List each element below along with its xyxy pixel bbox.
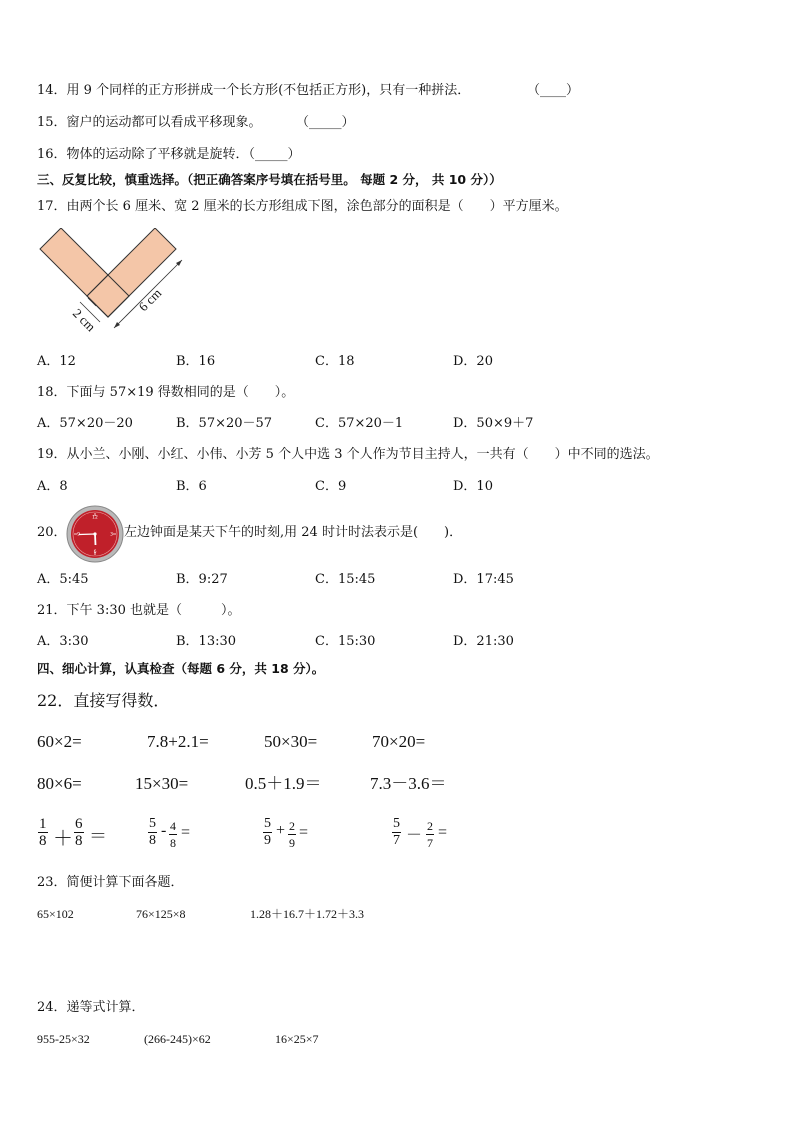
numerator: 6 [75, 816, 83, 832]
question-17-text: 17．由两个长 6 厘米、宽 2 厘米的长方形组成下图，涂色部分的面积是（ ）平方厘米。 [37, 199, 568, 214]
q18-option-b[interactable]: B．57×20－57 [176, 416, 273, 431]
numerator: 2 [427, 819, 433, 833]
q24-item-3: 16×25×7 [275, 1032, 319, 1046]
fraction-1b [74, 816, 84, 849]
q19-option-d[interactable]: D．10 [453, 479, 493, 494]
denominator: 8 [75, 833, 83, 849]
fraction-3b [288, 818, 296, 851]
section-4-heading: 四、细心计算，认真检查（每题 6 分，共 18 分）。 [37, 661, 325, 676]
svg-text:3: 3 [110, 532, 113, 538]
question-23-title: 23．简便计算下面各题． [37, 875, 184, 890]
question-14 [37, 82, 470, 100]
fraction-4a [392, 816, 401, 849]
question-20-number: 20． [37, 525, 67, 540]
fraction-4b [426, 818, 434, 851]
calc-2-1: 80×6= [37, 774, 82, 793]
question-15-answer-bracket[interactable]: （_____） [296, 115, 355, 130]
question-14-text: 14．用 9 个同样的正方形拼成一个长方形(不包括正方形)，只有一种拼法． [37, 83, 471, 98]
equals-sign: = [181, 824, 191, 841]
q21-option-c[interactable]: C．15:30 [315, 634, 376, 649]
denominator: 9 [264, 833, 271, 848]
calc-1-1: 60×2= [37, 732, 82, 751]
numerator: 1 [39, 816, 47, 832]
q20-option-c[interactable]: C．15:45 [315, 572, 376, 587]
q19-option-b[interactable]: B．6 [176, 479, 207, 494]
q17-option-a[interactable]: A．12 [37, 354, 76, 369]
denominator: 7 [427, 836, 433, 850]
calc-2-2: 15×30= [135, 774, 189, 793]
svg-text:9: 9 [77, 532, 80, 538]
calc-1-2: 7.8+2.1= [147, 732, 209, 751]
question-16-text: 16．物体的运动除了平移就是旋转．（_____） [37, 147, 301, 162]
q23-item-1: 65×102 [37, 907, 74, 921]
q21-option-b[interactable]: B．13:30 [176, 634, 237, 649]
q23-item-2: 76×125×8 [136, 907, 186, 921]
operator: - [161, 822, 167, 839]
numerator: 2 [289, 819, 295, 833]
calc-2-3: 0.5＋1.9＝ [245, 774, 322, 793]
label-2cm: 2 cm [69, 305, 99, 335]
denominator: 7 [393, 833, 400, 848]
question-24-title: 24．递等式计算． [37, 1000, 145, 1015]
q18-option-d[interactable]: D．50×9＋7 [453, 416, 534, 431]
q21-option-a[interactable]: A．3:30 [37, 634, 89, 649]
q17-option-c[interactable]: C．18 [315, 354, 355, 369]
denominator: 9 [289, 836, 295, 850]
question-20-text: 左边钟面是某天下午的时刻,用 24 时计时法表示是( )． [124, 525, 463, 540]
svg-text:6: 6 [93, 550, 97, 555]
numerator: 5 [264, 816, 271, 831]
clock-minute-hand [79, 534, 95, 535]
denominator: 8 [170, 836, 176, 850]
fraction-3a [263, 816, 272, 849]
question-18-text: 18．下面与 57×19 得数相同的是（ ）。 [37, 385, 295, 400]
operator: － [406, 827, 423, 844]
fraction-2a [148, 816, 157, 849]
q19-option-a[interactable]: A．8 [37, 479, 68, 494]
q20-option-a[interactable]: A．5:45 [37, 572, 89, 587]
question-14-answer-bracket[interactable]: （____） [527, 83, 580, 98]
calc-1-4: 70×20= [372, 732, 426, 751]
q21-option-d[interactable]: D．21:30 [453, 634, 514, 649]
fraction-2b [169, 818, 177, 851]
q20-option-b[interactable]: B．9:27 [176, 572, 228, 587]
question-21-text: 21．下午 3:30 也就是（ ）。 [37, 603, 241, 618]
denominator: 8 [149, 833, 156, 848]
q24-item-2: (266-245)×62 [144, 1032, 211, 1046]
q20-option-d[interactable]: D．17:45 [453, 572, 514, 587]
operator: ＋ [53, 828, 73, 850]
q18-option-c[interactable]: C．57×20－1 [315, 416, 404, 431]
equals-sign: ＝ [89, 826, 107, 846]
q23-item-3: 1.28＋16.7＋1.72＋3.3 [250, 907, 365, 921]
q24-item-1: 955-25×32 [37, 1032, 90, 1046]
fraction-1a [38, 816, 48, 849]
svg-text:12: 12 [92, 515, 98, 521]
question-22-title: 22．直接写得数． [37, 691, 170, 710]
calc-1-3: 50×30= [264, 732, 318, 751]
calc-2-4: 7.3－3.6＝ [370, 774, 447, 793]
numerator: 4 [170, 819, 176, 833]
clock-icon [66, 505, 124, 563]
rectangles-figure [36, 228, 196, 340]
denominator: 8 [39, 833, 47, 849]
label-6cm: 6 cm [135, 285, 165, 315]
numerator: 5 [393, 816, 400, 831]
question-15-text: 15．窗户的运动都可以看成平移现象。 [37, 115, 262, 130]
q19-option-c[interactable]: C．9 [315, 479, 347, 494]
q17-option-d[interactable]: D．20 [453, 354, 493, 369]
operator: + [276, 822, 286, 839]
clock-hour-hand [95, 534, 96, 545]
q18-option-a[interactable]: A．57×20－20 [37, 416, 133, 431]
question-19-text: 19．从小兰、小刚、小红、小伟、小芳 5 个人中选 3 个人作为节目主持人，一共有（ ）中不同的选法。 [37, 447, 659, 462]
numerator: 5 [149, 816, 156, 831]
q17-option-b[interactable]: B．16 [176, 354, 216, 369]
equals-sign: = [299, 824, 309, 841]
equals-sign: = [438, 824, 448, 841]
section-3-heading: 三、反复比较，慎重选择。（把正确答案序号填在括号里。 每题 2 分， 共 10 分）） [37, 172, 502, 187]
